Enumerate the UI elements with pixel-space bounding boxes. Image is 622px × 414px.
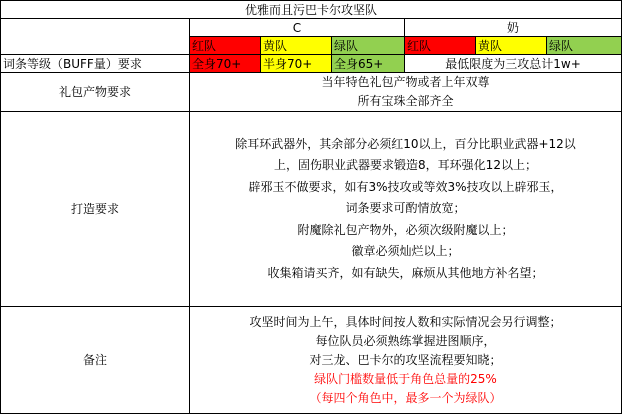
gift-line: 当年特色礼包产物或者上年双尊 xyxy=(321,75,490,89)
nai-buff-value[interactable]: 最低限度为三攻总计1w+ xyxy=(405,55,622,73)
craft-line: 收集箱请买齐，如有缺失，麻烦从其他地方补名望； xyxy=(267,265,544,280)
craft-row-label[interactable]: 打造要求 xyxy=(1,112,190,307)
header-blank-cell[interactable] xyxy=(1,19,190,55)
nai-team-yellow[interactable]: 黄队 xyxy=(476,37,547,55)
notes-line: 每位队员必须熟练掌握进图顺序， xyxy=(315,333,496,348)
sheet-title[interactable]: 优雅而且污巴卡尔攻坚队 xyxy=(1,1,622,19)
column-c-header[interactable]: C xyxy=(190,19,405,37)
c-team-green[interactable]: 绿队 xyxy=(332,37,405,55)
c-green-buff-value[interactable]: 全身65+ xyxy=(332,55,405,73)
craft-line: 词条要求可酌情放宽； xyxy=(345,201,466,216)
c-yellow-buff-value[interactable]: 半身70+ xyxy=(261,55,332,73)
notes-row-content[interactable] xyxy=(190,307,622,414)
buff-row-label[interactable]: 词条等级（BUFF量）要求 xyxy=(1,55,190,73)
craft-line: 上，固伤职业武器要求锻造8，耳环强化12以上； xyxy=(274,158,537,173)
gift-line: 所有宝珠全部齐全 xyxy=(357,94,454,108)
craft-row-content[interactable] xyxy=(190,112,622,307)
c-red-buff-value[interactable]: 全身70+ xyxy=(190,55,261,73)
notes-line: 攻坚时间为上午，具体时间按人数和实际情况会另行调整； xyxy=(249,314,562,329)
gift-row-content[interactable] xyxy=(190,73,622,112)
craft-line: 除耳环武器外，其余部分必须红10以上，百分比职业武器+12以 xyxy=(235,136,576,151)
notes-row-label[interactable]: 备注 xyxy=(1,307,190,414)
c-team-yellow[interactable]: 黄队 xyxy=(261,37,332,55)
craft-line: 徽章必须灿烂以上； xyxy=(351,244,460,259)
craft-line: 辟邪玉不做要求，如有3%技攻或等效3%技攻以上辟邪玉， xyxy=(248,179,563,194)
craft-line: 附魔除礼包产物外，必须次级附魔以上； xyxy=(297,222,514,237)
nai-team-green[interactable]: 绿队 xyxy=(547,37,622,55)
c-team-red[interactable]: 红队 xyxy=(190,37,261,55)
column-nai-header[interactable]: 奶 xyxy=(405,19,622,37)
notes-line: 对三龙、巴卡尔的攻坚流程要知晓； xyxy=(309,352,502,367)
notes-red-line: （每四个角色中，最多一个为绿队） xyxy=(309,390,502,405)
nai-team-red[interactable]: 红队 xyxy=(405,37,476,55)
gift-row-label[interactable]: 礼包产物要求 xyxy=(1,73,190,112)
notes-red-line: 绿队门槛数量低于角色总量的25% xyxy=(314,371,497,386)
